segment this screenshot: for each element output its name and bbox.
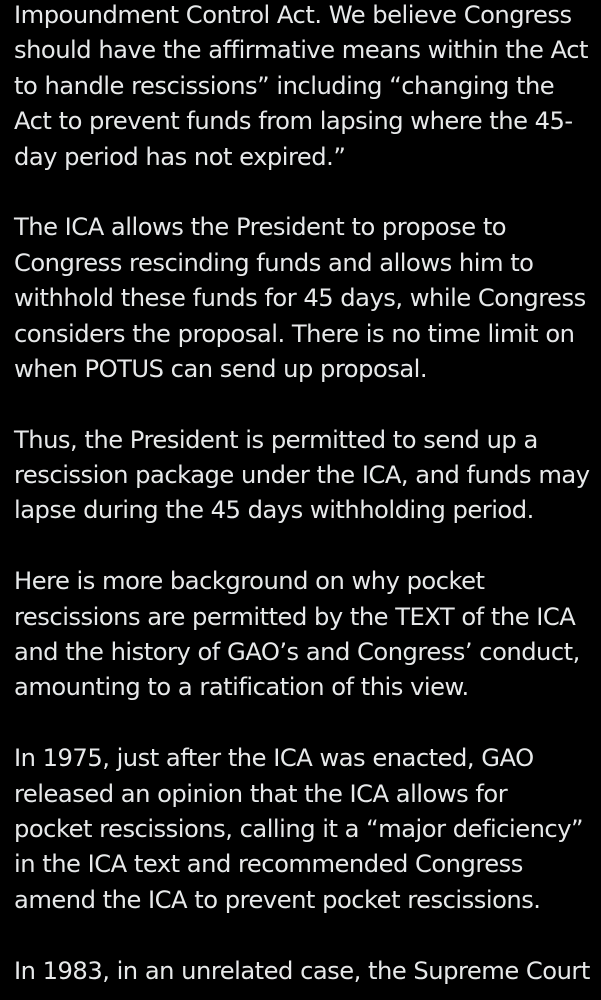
paragraph-line: Act to prevent funds from lapsing where the 45- [14,107,573,136]
paragraph-6 [14,954,594,989]
paragraph-line: In 1983, in an unrelated case, the Supreme Court [14,956,590,985]
paragraph-spacer [14,918,594,953]
post-body-text [14,0,594,989]
paragraph-line: pocket rescissions, calling it a “major deficiency” [14,814,584,843]
paragraph-line: Here is more background on why pocket [14,567,485,596]
paragraph-2 [14,210,594,387]
paragraph-line: and the history of GAO’s and Congress’ conduct, [14,638,580,667]
paragraph-line: amend the ICA to prevent pocket rescissions. [14,885,541,914]
paragraph-5 [14,741,594,918]
paragraph-line: day period has not expired.” [14,142,346,171]
paragraph-4 [14,564,594,706]
paragraph-spacer [14,706,594,741]
paragraph-line: to handle rescissions” including “changing the [14,71,555,100]
paragraph-1 [14,0,594,175]
paragraph-3 [14,423,594,529]
paragraph-line: when POTUS can send up proposal. [14,354,428,383]
paragraph-line: should have the affirmative means within the Act [14,36,589,65]
paragraph-line: rescissions are permitted by the TEXT of the ICA [14,602,576,631]
paragraph-line: Impoundment Control Act. We believe Congress [14,1,572,29]
paragraph-spacer [14,387,594,422]
paragraph-line: rescission package under the ICA, and funds may [14,461,590,490]
paragraph-line: in the ICA text and recommended Congress [14,850,523,879]
paragraph-line: withhold these funds for 45 days, while Congress [14,284,586,313]
paragraph-line: The ICA allows the President to propose to [14,213,507,242]
paragraph-line: released an opinion that the ICA allows for [14,779,508,808]
paragraph-line: In 1975, just after the ICA was enacted, GAO [14,744,534,773]
paragraph-line: Congress rescinding funds and allows him to [14,248,534,277]
paragraph-line: Thus, the President is permitted to send up a [14,425,538,454]
paragraph-spacer [14,175,594,210]
paragraph-line: amounting to a ratification of this view. [14,673,469,702]
paragraph-line: considers the proposal. There is no time limit on [14,319,575,348]
paragraph-line: lapse during the 45 days withholding period. [14,496,534,525]
paragraph-spacer [14,529,594,564]
